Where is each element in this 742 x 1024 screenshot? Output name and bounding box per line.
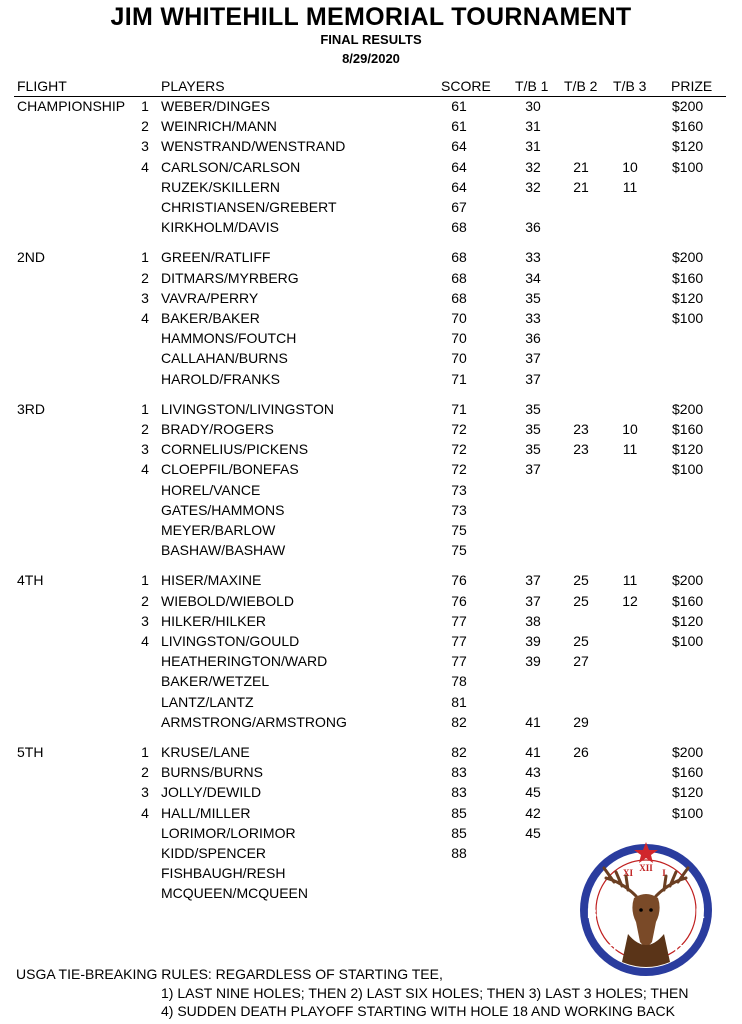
column-header-tb1: T/B 1 — [515, 78, 549, 94]
cell-place: 1 — [141, 744, 149, 760]
cell-place: 2 — [141, 592, 149, 609]
cell-tb1: 45 — [525, 824, 541, 841]
cell-players: HILKER/HILKER — [161, 612, 267, 629]
column-header-flight: FLIGHT — [17, 78, 67, 94]
cell-score: 68 — [451, 269, 467, 286]
cell-tb1: 38 — [525, 612, 541, 629]
cell-players: LIVINGSTON/LIVINGSTON — [161, 400, 334, 417]
cell-prize: $100 — [672, 804, 704, 821]
column-header-tb2: T/B 2 — [564, 78, 598, 94]
cell-place: 1 — [141, 249, 149, 266]
cell-prize: $100 — [672, 158, 704, 175]
cell-tb1: 37 — [525, 592, 541, 609]
cell-score: 82 — [451, 744, 467, 760]
cell-tb1: 33 — [525, 310, 541, 326]
cell-score: 61 — [451, 118, 467, 135]
flight-label: 4TH — [17, 572, 44, 589]
cell-tb1: 35 — [525, 421, 541, 437]
cell-place: 3 — [141, 289, 149, 306]
cell-place: 4 — [141, 158, 149, 175]
cell-place: 4 — [141, 633, 149, 649]
cell-prize: $200 — [672, 249, 704, 266]
cell-players: GATES/HAMMONS — [161, 501, 285, 518]
cell-tb1: 31 — [525, 118, 541, 135]
cell-prize: $200 — [672, 572, 704, 589]
cell-players: CALLAHAN/BURNS — [161, 350, 288, 367]
cell-players: BAKER/WETZEL — [161, 673, 270, 690]
column-header-players: PLAYERS — [161, 78, 225, 94]
cell-score: 68 — [451, 289, 467, 306]
cell-tb1: 33 — [525, 249, 541, 266]
cell-place: 4 — [141, 461, 149, 478]
cell-tb3: 11 — [622, 441, 638, 458]
cell-tb1: 35 — [525, 400, 541, 417]
cell-score: 77 — [451, 633, 467, 649]
cell-place: 2 — [141, 118, 149, 135]
cell-players: VAVRA/PERRY — [161, 289, 259, 306]
cell-prize: $120 — [672, 441, 704, 458]
cell-players: LANTZ/LANTZ — [161, 693, 254, 710]
cell-prize: $120 — [672, 612, 704, 629]
cell-players: HAROLD/FRANKS — [161, 370, 281, 387]
cell-score: 72 — [451, 461, 467, 478]
cell-players: KRUSE/LANE — [161, 744, 250, 760]
cell-tb3: 11 — [622, 178, 638, 195]
emblem-letter-p: P — [607, 941, 617, 957]
cell-tb1: 37 — [525, 370, 541, 387]
emblem-letter-o: O — [674, 941, 686, 957]
cell-tb1: 42 — [525, 804, 541, 821]
cell-tb3: 12 — [622, 592, 638, 609]
cell-tb1: 37 — [525, 461, 541, 478]
cell-tb2: 23 — [573, 441, 589, 458]
cell-tb2: 25 — [573, 633, 589, 649]
column-header-prize: PRIZE — [671, 78, 713, 94]
document-title: JIM WHITEHILL MEMORIAL TOURNAMENT — [110, 3, 632, 31]
cell-tb1: 32 — [525, 178, 541, 195]
cell-players: MEYER/BARLOW — [161, 522, 276, 538]
cell-score: 75 — [451, 522, 467, 538]
cell-prize: $160 — [672, 118, 704, 135]
cell-players: BAKER/BAKER — [161, 310, 260, 326]
cell-score: 72 — [451, 421, 467, 437]
cell-players: BASHAW/BASHAW — [161, 542, 286, 559]
cell-players: LIVINGSTON/GOULD — [161, 633, 300, 649]
cell-prize: $100 — [672, 461, 704, 478]
elk-eye-left — [639, 908, 643, 912]
cell-prize: $160 — [672, 269, 704, 286]
tie-break-rules-line-1: USGA TIE-BREAKING RULES: REGARDLESS OF STARTING TEE, — [16, 966, 443, 982]
cell-prize: $120 — [672, 784, 704, 801]
cell-players: JOLLY/DEWILD — [161, 784, 262, 801]
cell-prize: $100 — [672, 310, 704, 326]
cell-score: 85 — [451, 804, 467, 821]
cell-players: CHRISTIANSEN/GREBERT — [161, 199, 337, 215]
cell-score: 71 — [451, 370, 467, 387]
cell-score: 70 — [451, 330, 467, 347]
cell-place: 2 — [141, 764, 149, 781]
cell-tb1: 39 — [525, 653, 541, 670]
document-subtitle: FINAL RESULTS — [320, 32, 422, 47]
cell-score: 68 — [451, 219, 467, 236]
cell-tb2: 26 — [573, 744, 589, 760]
cell-prize: $200 — [672, 744, 704, 760]
cell-score: 73 — [451, 501, 467, 518]
cell-players: HOREL/VANCE — [161, 481, 261, 498]
column-header-score: SCORE — [441, 78, 491, 94]
cell-prize: $160 — [672, 592, 704, 609]
cell-place: 3 — [141, 784, 149, 801]
cell-place: 1 — [141, 98, 149, 114]
cell-prize: $100 — [672, 633, 704, 649]
cell-players: CLOEPFIL/BONEFAS — [161, 461, 299, 478]
cell-players: WEBER/DINGES — [161, 98, 270, 114]
cell-players: MCQUEEN/MCQUEEN — [161, 885, 309, 902]
cell-players: WIEBOLD/WIEBOLD — [161, 592, 295, 609]
cell-players: WENSTRAND/WENSTRAND — [161, 138, 346, 155]
cell-score: 70 — [451, 350, 467, 367]
cell-score: 77 — [451, 612, 467, 629]
elks-bpoe-emblem-icon — [572, 838, 720, 978]
cell-place: 1 — [141, 572, 149, 589]
cell-score: 71 — [451, 400, 467, 417]
cell-prize: $200 — [672, 98, 704, 114]
cell-players: HEATHERINGTON/WARD — [161, 653, 328, 670]
cell-players: LORIMOR/LORIMOR — [161, 824, 296, 841]
cell-place: 3 — [141, 138, 149, 155]
flight-label: CHAMPIONSHIP — [17, 98, 126, 114]
cell-players: RUZEK/SKILLERN — [161, 178, 281, 195]
cell-place: 1 — [141, 400, 149, 417]
cell-score: 81 — [451, 693, 467, 710]
cell-tb1: 35 — [525, 441, 541, 458]
cell-score: 75 — [451, 542, 467, 559]
cell-prize: $120 — [672, 138, 704, 155]
flight-label: 2ND — [17, 249, 46, 266]
cell-tb2: 21 — [573, 178, 589, 195]
cell-score: 64 — [451, 158, 467, 175]
cell-tb1: 30 — [525, 98, 541, 114]
cell-players: BURNS/BURNS — [161, 764, 263, 781]
cell-score: 61 — [451, 98, 467, 114]
cell-score: 67 — [451, 199, 467, 215]
cell-place: 2 — [141, 421, 149, 437]
elk-eye-right — [649, 908, 653, 912]
cell-tb3: 11 — [622, 572, 638, 589]
document-date: 8/29/2020 — [342, 51, 400, 66]
cell-score: 64 — [451, 178, 467, 195]
cell-tb1: 34 — [525, 269, 541, 286]
cell-players: CORNELIUS/PICKENS — [161, 441, 309, 458]
cell-tb3: 10 — [622, 421, 638, 437]
cell-players: HALL/MILLER — [161, 804, 251, 821]
cell-tb2: 25 — [573, 572, 589, 589]
cell-score: 77 — [451, 653, 467, 670]
cell-score: 78 — [451, 673, 467, 690]
cell-players: KIRKHOLM/DAVIS — [161, 219, 279, 236]
cell-score: 82 — [451, 713, 467, 730]
cell-tb1: 43 — [525, 764, 541, 781]
clock-numeral-xii: XII — [639, 863, 653, 873]
cell-tb1: 45 — [525, 784, 541, 801]
cell-score: 83 — [451, 764, 467, 781]
cell-players: KIDD/SPENCER — [161, 845, 267, 861]
cell-tb2: 21 — [573, 158, 589, 175]
cell-players: FISHBAUGH/RESH — [161, 865, 286, 882]
tie-break-rules-line-2: 1) LAST NINE HOLES; THEN 2) LAST SIX HOLES; THEN 3) LAST 3 HOLES; THEN — [161, 985, 689, 1001]
cell-score: 68 — [451, 249, 467, 266]
cell-players: HISER/MAXINE — [161, 572, 262, 589]
cell-score: 70 — [451, 310, 467, 326]
tie-break-rules-line-3: 4) SUDDEN DEATH PLAYOFF STARTING WITH HOLE 18 AND WORKING BACK — [161, 1003, 675, 1019]
cell-tb1: 31 — [525, 138, 541, 155]
cell-players: GREEN/RATLIFF — [161, 249, 271, 266]
cell-place: 4 — [141, 310, 149, 326]
cell-tb2: 25 — [573, 592, 589, 609]
cell-prize: $120 — [672, 289, 704, 306]
flight-label: 3RD — [17, 400, 46, 417]
cell-tb1: 32 — [525, 158, 541, 175]
cell-tb2: 29 — [573, 713, 589, 730]
emblem-letter-b: B — [586, 905, 598, 921]
cell-players: HAMMONS/FOUTCH — [161, 330, 297, 347]
cell-tb3: 10 — [622, 158, 638, 175]
cell-prize: $200 — [672, 400, 704, 417]
cell-tb1: 39 — [525, 633, 541, 649]
cell-tb1: 41 — [525, 744, 541, 760]
cell-tb1: 36 — [525, 330, 541, 347]
cell-score: 83 — [451, 784, 467, 801]
cell-place: 3 — [141, 612, 149, 629]
cell-players: ARMSTRONG/ARMSTRONG — [161, 713, 347, 730]
clock-numeral-i: I — [662, 868, 666, 878]
cell-players: CARLSON/CARLSON — [161, 158, 301, 175]
cell-players: WEINRICH/MANN — [161, 118, 277, 135]
cell-score: 76 — [451, 592, 467, 609]
cell-score: 64 — [451, 138, 467, 155]
cell-place: 2 — [141, 269, 149, 286]
cell-score: 72 — [451, 441, 467, 458]
cell-tb1: 41 — [525, 713, 541, 730]
clock-numeral-xi: XI — [622, 868, 634, 878]
cell-players: DITMARS/MYRBERG — [161, 269, 299, 286]
cell-tb1: 36 — [525, 219, 541, 236]
cell-score: 73 — [451, 481, 467, 498]
cell-place: 3 — [141, 441, 149, 458]
cell-score: 76 — [451, 572, 467, 589]
cell-place: 4 — [141, 804, 149, 821]
flight-label: 5TH — [17, 744, 44, 760]
cell-tb1: 37 — [525, 350, 541, 367]
cell-score: 88 — [451, 845, 467, 861]
cell-prize: $160 — [672, 421, 704, 437]
column-header-tb3: T/B 3 — [613, 78, 647, 94]
cell-tb1: 37 — [525, 572, 541, 589]
cell-tb2: 23 — [573, 421, 589, 437]
cell-tb1: 35 — [525, 289, 541, 306]
cell-score: 85 — [451, 824, 467, 841]
cell-tb2: 27 — [573, 653, 589, 670]
cell-prize: $160 — [672, 764, 704, 781]
cell-players: BRADY/ROGERS — [161, 421, 274, 437]
emblem-letter-e: E — [695, 905, 705, 921]
